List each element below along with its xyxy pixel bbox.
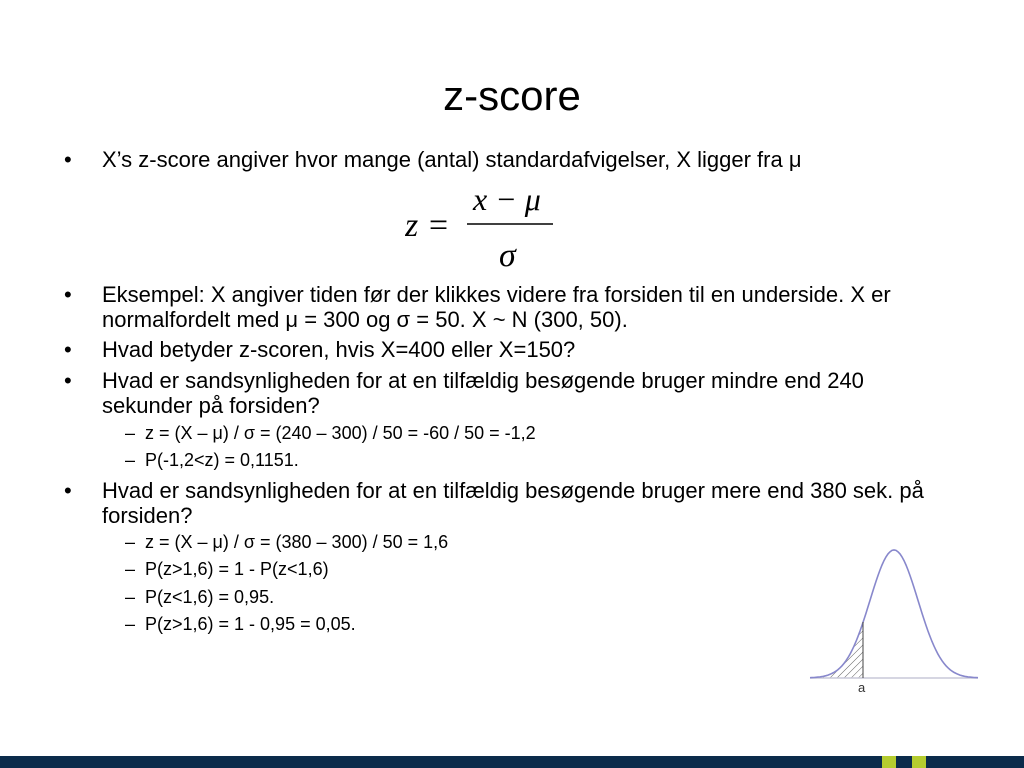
bullet-marker: • xyxy=(64,147,72,172)
sub-bullet-text: z = (X – μ) / σ = (240 – 300) / 50 = -60 / 50 = -1,2 xyxy=(145,423,536,443)
formula-denominator: σ xyxy=(499,237,516,272)
sub-bullet xyxy=(125,586,825,608)
sub-bullet-text: P(z>1,6) = 1 - 0,95 = 0,05. xyxy=(145,614,356,634)
sub-marker: – xyxy=(125,587,136,607)
sub-bullet xyxy=(125,422,825,444)
bullet-text: Hvad er sandsynligheden for at en tilfældig besøgende bruger mere end 380 sek. på forsiden? xyxy=(102,478,924,528)
sub-bullet-text: P(z>1,6) = 1 - P(z<1,6) xyxy=(145,559,329,579)
sub-bullet-text: P(z<1,6) = 0,95. xyxy=(145,587,275,607)
bullet-marker: • xyxy=(64,337,72,362)
sub-bullet-text: P(-1,2<z) = 0,1151. xyxy=(145,450,299,470)
bullet-question-240 xyxy=(64,368,944,418)
curve-label: a xyxy=(858,680,866,695)
formula-numerator: x − μ xyxy=(473,181,541,217)
bell-curve xyxy=(810,550,978,678)
footer-accent-square xyxy=(882,756,896,768)
formula-lhs: z = xyxy=(405,207,450,244)
zscore-formula xyxy=(405,180,565,272)
sub-marker: – xyxy=(125,614,136,634)
bullet-question-zscore xyxy=(64,337,944,362)
sub-bullet xyxy=(125,558,825,580)
bullet-text: X’s z-score angiver hvor mange (antal) standardafvigelser, X ligger fra μ xyxy=(102,147,802,172)
footer-bar xyxy=(0,756,1024,768)
sub-bullet-text: z = (X – μ) / σ = (380 – 300) / 50 = 1,6 xyxy=(145,532,449,552)
sub-marker: – xyxy=(125,450,136,470)
bullet-example xyxy=(64,282,944,332)
sub-marker: – xyxy=(125,532,136,552)
slide-title: z-score xyxy=(443,72,581,119)
bullet-text: Hvad er sandsynligheden for at en tilfældig besøgende bruger mindre end 240 sekunder på forsiden? xyxy=(102,368,864,418)
footer-accent-square xyxy=(912,756,926,768)
bullet-marker: • xyxy=(64,478,72,503)
bullet-marker: • xyxy=(64,368,72,393)
normal-curve-figure xyxy=(808,544,980,696)
bullet-text: Eksempel: X angiver tiden før der klikkes videre fra forsiden til en underside. X er normalfordelt med μ = 300 og σ = 50. X ~ N (300, 50). xyxy=(102,282,891,332)
bullet-text: Hvad betyder z-scoren, hvis X=400 eller X=150? xyxy=(102,337,576,362)
sub-marker: – xyxy=(125,559,136,579)
sub-bullet xyxy=(125,613,825,635)
bullet-question-380 xyxy=(64,478,944,528)
sub-bullet xyxy=(125,449,825,471)
sub-marker: – xyxy=(125,423,136,443)
sub-bullet xyxy=(125,531,825,553)
bullet-marker: • xyxy=(64,282,72,307)
shaded-tail-area xyxy=(810,550,978,678)
bullet-zscore-definition xyxy=(64,147,944,172)
